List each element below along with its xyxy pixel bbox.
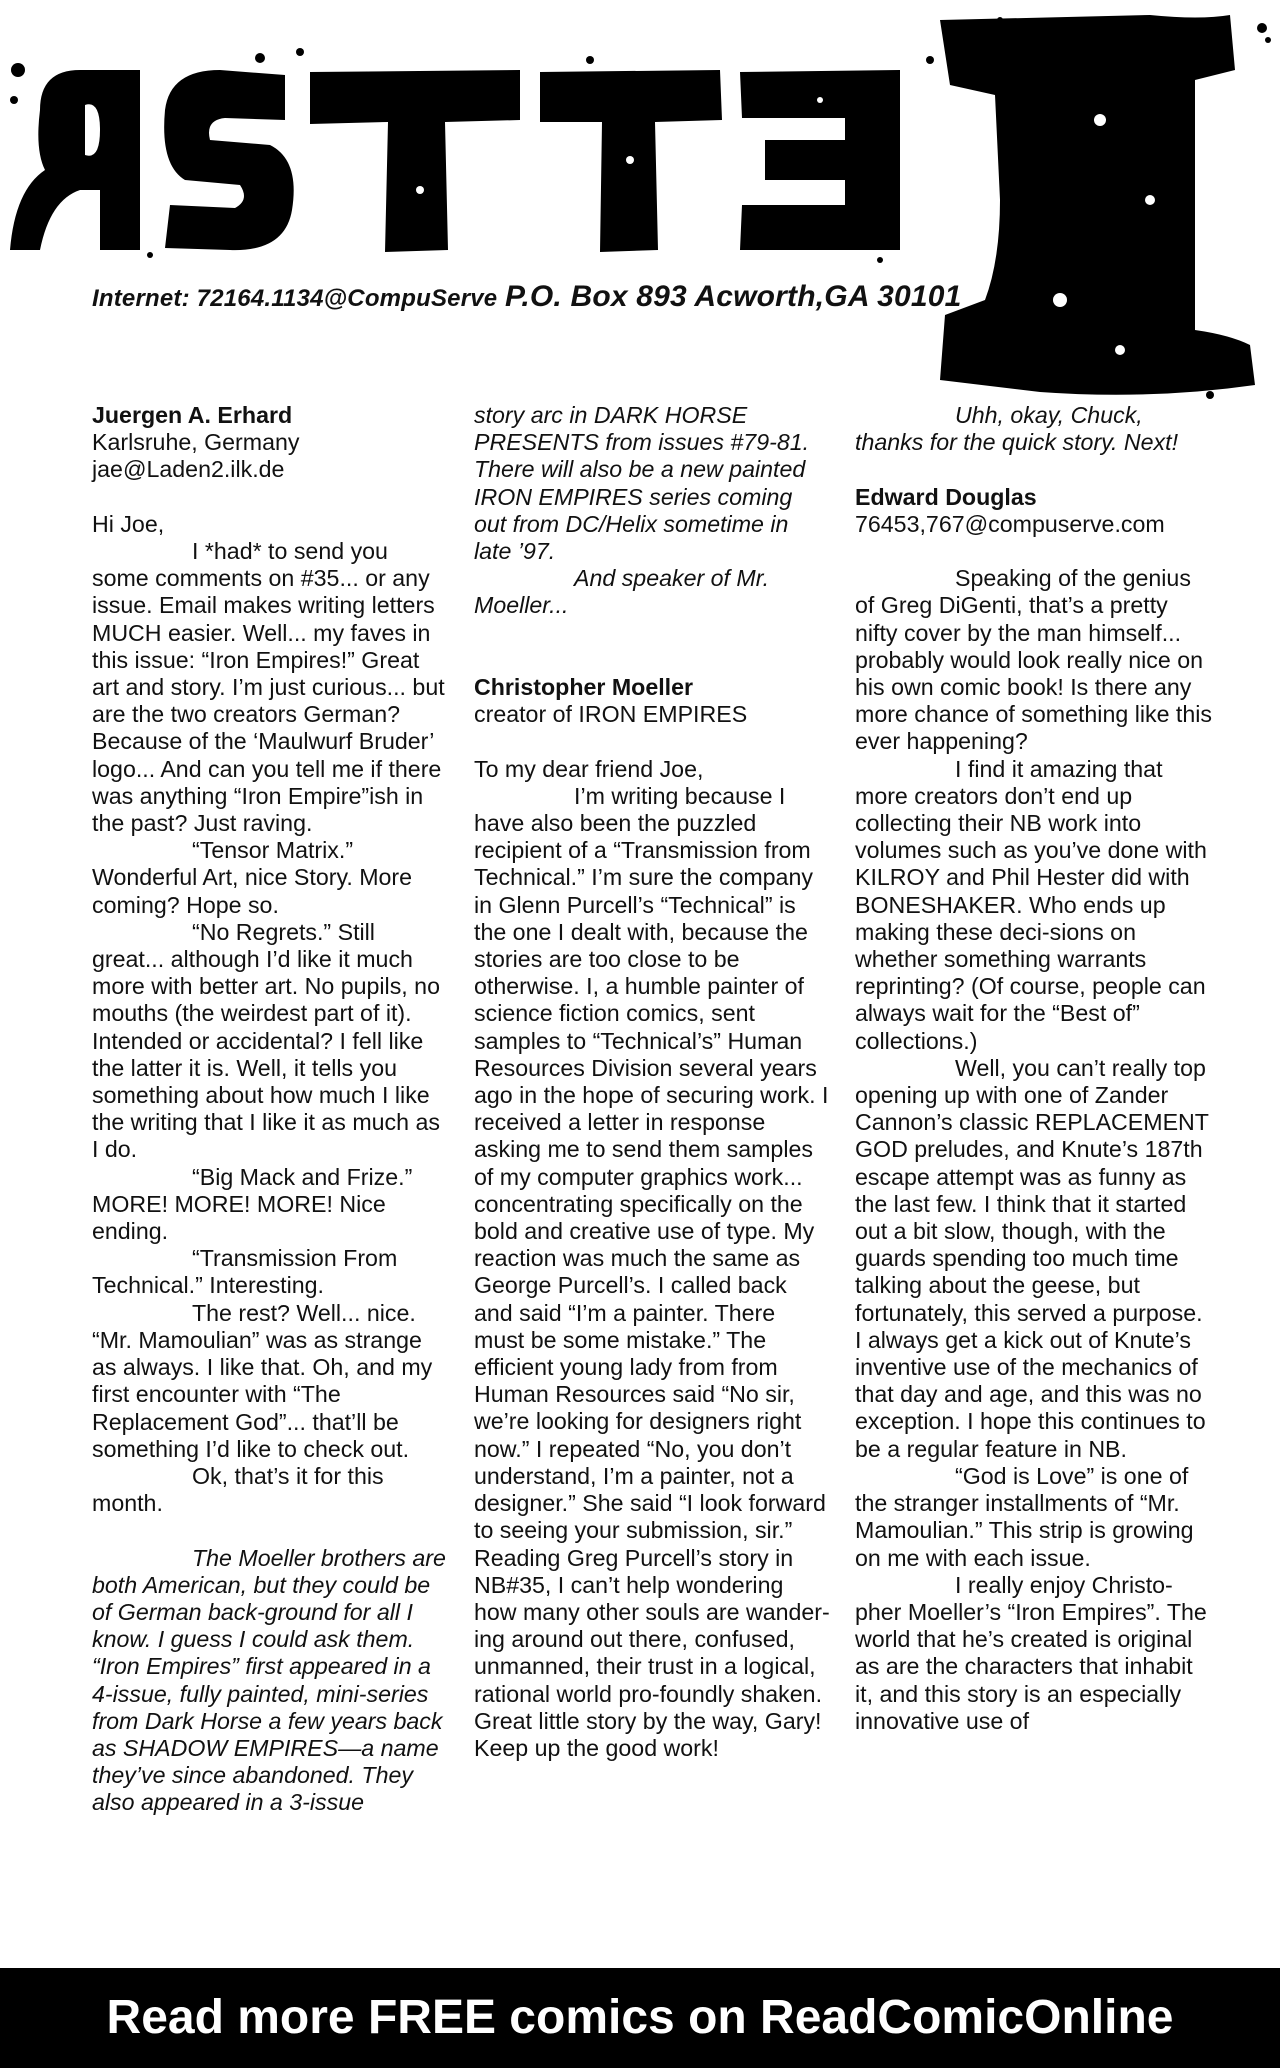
letters-column-3 — [855, 402, 1215, 1735]
masthead-area — [0, 0, 1280, 410]
letters-logo — [0, 0, 1280, 410]
letter-paragraph: I’m writing because I have also been the puzzled recipient of a “Transmission from Technical.” I’m sure the company in Glenn Purcell’s “Technical” is the one I dealt with, because the stories are too close to be otherwise. I, a humble painter of science fiction comics, sent samples to “Technical’s” Human Resources Division several years ago in the hope of securing work. I received a letter in response asking me to send them samples of my computer graphics work... concentrating specifically on the bold and creative use of type. My reaction was much the same as George Purcell’s. I called back and said “I’m a painter. There must be some mistake.” The efficient young lady from from Human Resources said “No sir, we’re looking for designers right now.” I repeated “No, you don’t understand, I’m a painter, not a designer.” She said “I look forward to seeing your submission, sir.” Reading Greg Purcell’s story in NB#35, I can’t help wondering how many other souls are wander-ing around out there, confused, unmanned, their trust in a logical, rational world pro-foundly shaken. Great little story by the way, Gary! Keep up the good work! — [474, 782, 830, 1761]
letter-paragraph: “No Regrets.” Still great... although I’d like it much more with better art. No pupils, no mouths (the weirdest part of it). Intended or accidental? I fell like the latter it is. Well, it tells you something about how much I like the writing that I like it as much as I do. — [92, 918, 440, 1163]
letter-author-email: jae@Laden2.ilk.de — [92, 456, 285, 483]
letter-author-name: Edward Douglas — [855, 483, 1037, 510]
editor-reply: story arc in DARK HORSE PRESENTS from issues #79-81. There will also be a new painted IRON EMPIRES series coming out from DC/Helix sometime in late ’97. — [474, 402, 810, 565]
letter-paragraph: “Transmission From Technical.” Interesting. — [92, 1245, 398, 1299]
letter-paragraph: I really enjoy Christo-pher Moeller’s “Iron Empires”. The world that he’s created is original as are the characters that inhabit it, and this story is an especially innovative use of — [855, 1571, 1207, 1734]
editor-reply: And speaker of Mr. Moeller... — [474, 565, 770, 619]
letter-paragraph: The rest? Well... nice. “Mr. Mamoulian” was as strange as always. I like that. Oh, and my first encounter with “The Replacement God”... that’ll be something I’d like to check out. — [92, 1299, 433, 1462]
letters-column-1 — [92, 402, 448, 1817]
editor-reply: The Moeller brothers are both American, but they could be of German back-ground for all I know. I guess I could ask them. “Iron Empires” first appeared in a 4-issue, fully painted, mini-series from Dark Horse a few years back as SHADOW EMPIRES—a name they’ve since abandoned. They also appeared in a 3-issue — [92, 1544, 446, 1816]
letter-paragraph: “God is Love” is one of the stranger installments of “Mr. Mamoulian.” This strip is growing on me with each issue. — [855, 1462, 1194, 1571]
letter-salutation: Hi Joe, — [92, 510, 165, 537]
logo-letterforms — [10, 15, 1271, 399]
letter-salutation: To my dear friend Joe, — [474, 755, 704, 782]
letter-author-location: Karlsruhe, Germany — [92, 429, 300, 456]
readcomiconline-banner[interactable]: Read more FREE comics on ReadComicOnline — [0, 1968, 1280, 2068]
letter-author-email: 76453,767@compuserve.com — [855, 510, 1165, 537]
letter-paragraph: “Tensor Matrix.” Wonderful Art, nice Story. More coming? Hope so. — [92, 837, 413, 918]
editor-reply: Uhh, okay, Chuck, thanks for the quick story. Next! — [855, 402, 1179, 456]
letters-column-2 — [474, 402, 830, 1762]
letter-paragraph: Well, you can’t really top opening up with one of Zander Cannon’s classic REPLACEMENT GOD preludes, and Knute’s 187th escape attempt was as funny as the last few. I think that it started out a bit slow, though, with the guards spending too much time talking about the geese, but fortunately, this served a purpose. I always get a kick out of Knute’s inventive use of the mechanics of that day and age, and this was no exception. I hope this continues to be a regular feature in NB. — [855, 1054, 1209, 1462]
letter-paragraph: “Big Mack and Frize.” MORE! MORE! MORE! Nice ending. — [92, 1163, 413, 1245]
internet-address: Internet: 72164.1134@CompuServe — [92, 285, 498, 312]
letter-paragraph: Speaking of the genius of Greg DiGenti, that’s a pretty nifty cover by the man himself... probably would look really nice on his own comic book! Is there any more chance of something like this ever happening? — [855, 565, 1213, 755]
letter-paragraph: I *had* to send you some comments on #35... or any issue. Email makes writing letters MUCH easier. Well... my faves in this issue: “Iron Empires!” Great art and story. I’m just curious... but are the two creators German? Because of the ‘Maulwurf Bruder’ logo... And can you tell me if there was anything “Iron Empire”ish in the past? Just raving. — [92, 538, 445, 837]
letter-author-title: creator of IRON EMPIRES — [474, 701, 748, 728]
letter-paragraph: I find it amazing that more creators don’t end up collecting their NB work into volumes such as you’ve done with KILROY and Phil Hester did with BONESHAKER. Who ends up making these deci-sions on whether something warrants reprinting? (Of course, people can always wait for the “Best of” collections.) — [855, 755, 1207, 1054]
letter-author-name: Juergen A. Erhard — [92, 402, 293, 428]
postal-address: P.O. Box 893 Acworth,GA 30101 — [505, 280, 962, 313]
letter-author-name: Christopher Moeller — [474, 674, 694, 701]
letter-paragraph: Ok, that’s it for this month. — [92, 1462, 384, 1517]
